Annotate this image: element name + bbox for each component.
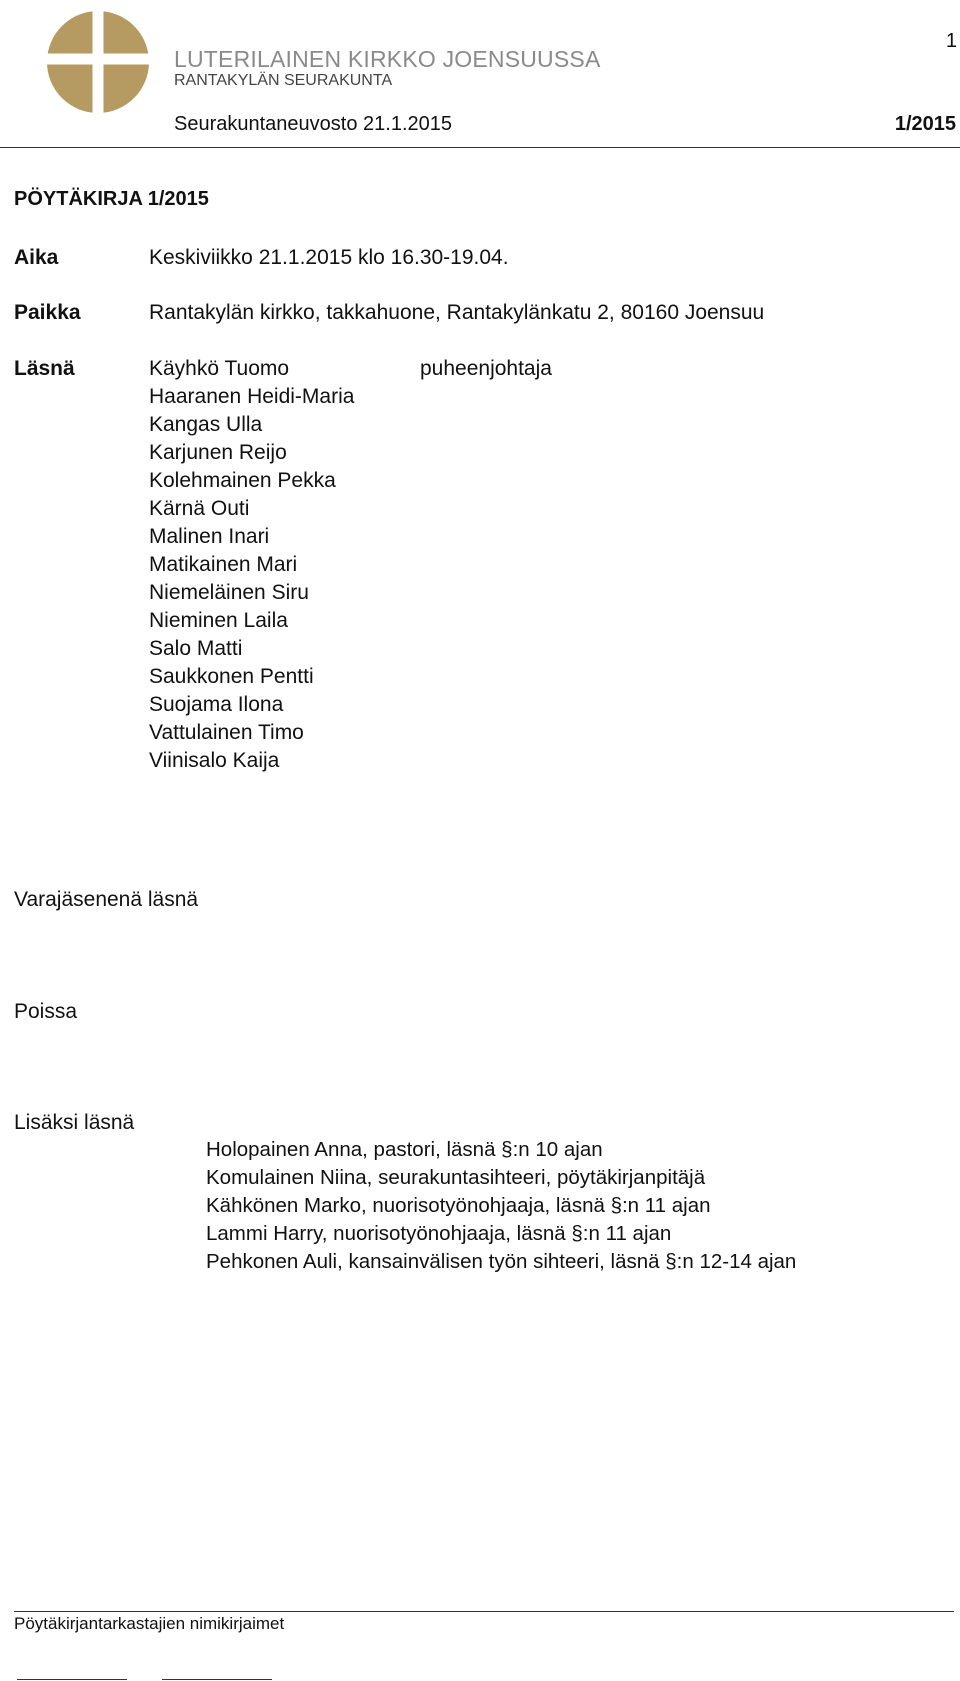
member-item: Viinisalo Kaija <box>149 749 280 772</box>
chair-role: puheenjohtaja <box>420 357 552 380</box>
member-item: Karjunen Reijo <box>149 441 287 464</box>
member-item: Malinen Inari <box>149 525 270 548</box>
meeting-title: Seurakuntaneuvosto 21.1.2015 <box>174 113 452 135</box>
member-item: Kärnä Outi <box>149 497 250 520</box>
parish-cross-logo <box>46 10 150 114</box>
member-item: Nieminen Laila <box>149 609 288 632</box>
signature-line <box>162 1679 272 1680</box>
attendee-item: Lammi Harry, nuorisotyönohjaaja, läsnä §:n 11 ajan <box>206 1222 672 1245</box>
attendee-item: Pehkonen Auli, kansainvälisen työn sihteeri, läsnä §:n 12-14 ajan <box>206 1250 797 1273</box>
aika-value: Keskiviikko 21.1.2015 klo 16.30-19.04. <box>149 246 509 269</box>
organization-name: LUTERILAINEN KIRKKO JOENSUUSSA <box>174 46 601 72</box>
document-title: PÖYTÄKIRJA 1/2015 <box>14 188 209 210</box>
attendee-item: Komulainen Niina, seurakuntasihteeri, pöytäkirjanpitäjä <box>206 1166 706 1189</box>
attendee-item: Kähkönen Marko, nuorisotyönohjaaja, läsnä §:n 11 ajan <box>206 1194 711 1217</box>
member-item: Saukkonen Pentti <box>149 665 314 688</box>
aika-label: Aika <box>14 246 59 269</box>
paikka-label: Paikka <box>14 301 81 324</box>
member-item: Kolehmainen Pekka <box>149 469 336 492</box>
member-item: Kangas Ulla <box>149 413 263 436</box>
lasna-label: Läsnä <box>14 357 75 380</box>
member-item: Matikainen Mari <box>149 553 298 576</box>
lisaksi-label: Lisäksi läsnä <box>14 1111 135 1134</box>
member-item: Haaranen Heidi-Maria <box>149 385 355 408</box>
member-item: Vattulainen Timo <box>149 721 304 744</box>
member-item: Niemeläinen Siru <box>149 581 309 604</box>
poissa-label: Poissa <box>14 1000 78 1023</box>
paikka-value: Rantakylän kirkko, takkahuone, Rantakylänkatu 2, 80160 Joensuu <box>149 301 765 324</box>
document-number: 1/2015 <box>894 113 956 135</box>
page-number: 1 <box>945 30 957 52</box>
member-item: Salo Matti <box>149 637 243 660</box>
member-item: Käyhkö Tuomo <box>149 357 290 380</box>
footer-divider <box>14 1611 954 1612</box>
varajasen-label: Varajäsenenä läsnä <box>14 888 199 911</box>
parish-name: RANTAKYLÄN SEURAKUNTA <box>174 72 393 89</box>
member-list <box>149 355 354 775</box>
header-divider <box>0 147 960 148</box>
member-item: Suojama Ilona <box>149 693 284 716</box>
signature-line <box>17 1679 127 1680</box>
additional-attendees-list <box>206 1136 796 1276</box>
attendee-item: Holopainen Anna, pastori, läsnä §:n 10 ajan <box>206 1138 603 1161</box>
footer-label: Pöytäkirjantarkastajien nimikirjaimet <box>14 1614 285 1633</box>
